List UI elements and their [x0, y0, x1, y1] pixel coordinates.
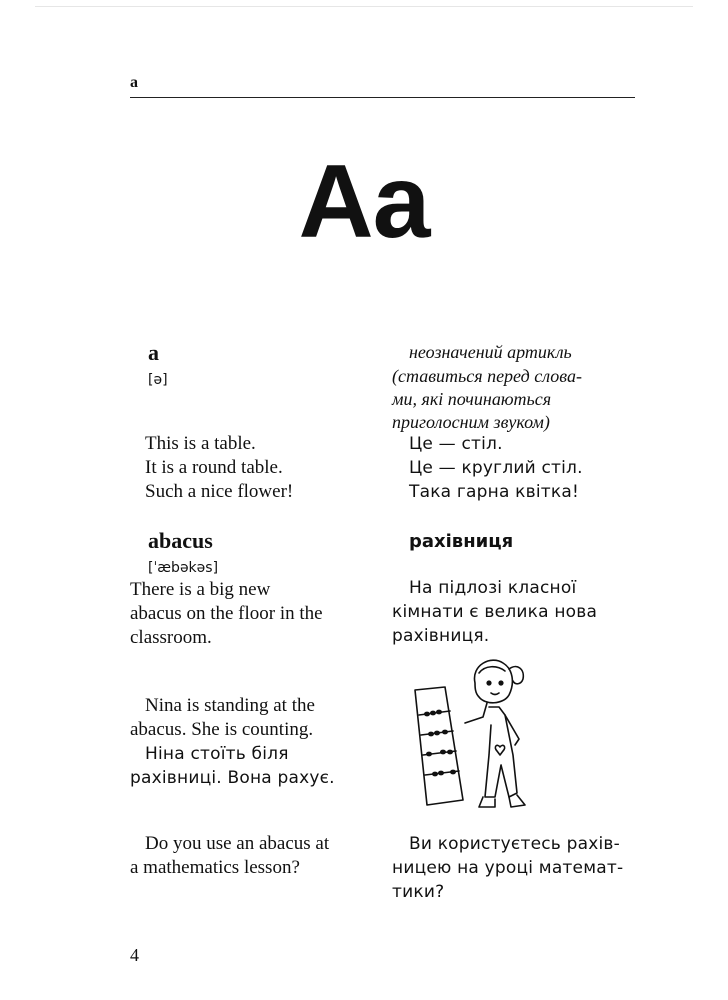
example2-en-2: abacus. She is counting.	[130, 719, 314, 740]
example-ua-a-1: Це — стіл.	[409, 434, 503, 454]
example3-en-2: a mathematics lesson?	[130, 857, 300, 878]
example1-ua-3: рахівниця.	[392, 626, 490, 646]
header-rule	[130, 97, 635, 98]
example3-en-1: Do you use an abacus at	[145, 833, 330, 854]
example2-ua-2: рахівниці. Вона рахує.	[130, 768, 335, 788]
translation-a-line1: неозначений артикль	[409, 342, 572, 362]
example1-ua-2: кімнати є велика нова	[392, 602, 598, 622]
example-ua-a-2: Це — круглий стіл.	[409, 458, 583, 478]
example1-en-3: classroom.	[130, 627, 212, 648]
ipa-abacus: [ˈæbəkəs]	[148, 560, 219, 576]
ipa-a: [ə]	[148, 372, 168, 388]
translation-a-line4: приголосним звуком)	[392, 412, 550, 432]
translation-a-line3: ми, які починаються	[392, 389, 552, 409]
running-head: a	[130, 74, 138, 91]
section-letter: Aa	[298, 144, 430, 260]
translation-a-line2: (ставиться перед слова-	[392, 366, 582, 386]
example2-en-1: Nina is standing at the	[145, 695, 315, 716]
page-number: 4	[130, 945, 139, 965]
example3-ua-2: ницею на уроці математ-	[392, 858, 624, 878]
translation-abacus: рахівниця	[409, 531, 514, 552]
example-en-a-3: Such a nice flower!	[145, 481, 294, 502]
example-en-a-2: It is a round table.	[145, 457, 283, 478]
example1-en-1: There is a big new	[130, 579, 271, 600]
headword-a: a	[148, 340, 159, 365]
example1-ua-1: На підлозі класної	[409, 578, 577, 598]
example-en-a-1: This is a table.	[145, 433, 256, 454]
example3-ua-1: Ви користуєтесь рахів-	[409, 834, 620, 854]
example2-ua-1: Ніна стоїть біля	[145, 744, 289, 764]
example3-ua-3: тики?	[392, 882, 445, 902]
headword-abacus: abacus	[148, 528, 213, 553]
page-top-edge	[35, 0, 693, 7]
example1-en-2: abacus on the floor in the	[130, 603, 323, 624]
girl-with-abacus-illustration	[405, 655, 535, 815]
example-ua-a-3: Така гарна квітка!	[409, 482, 579, 502]
